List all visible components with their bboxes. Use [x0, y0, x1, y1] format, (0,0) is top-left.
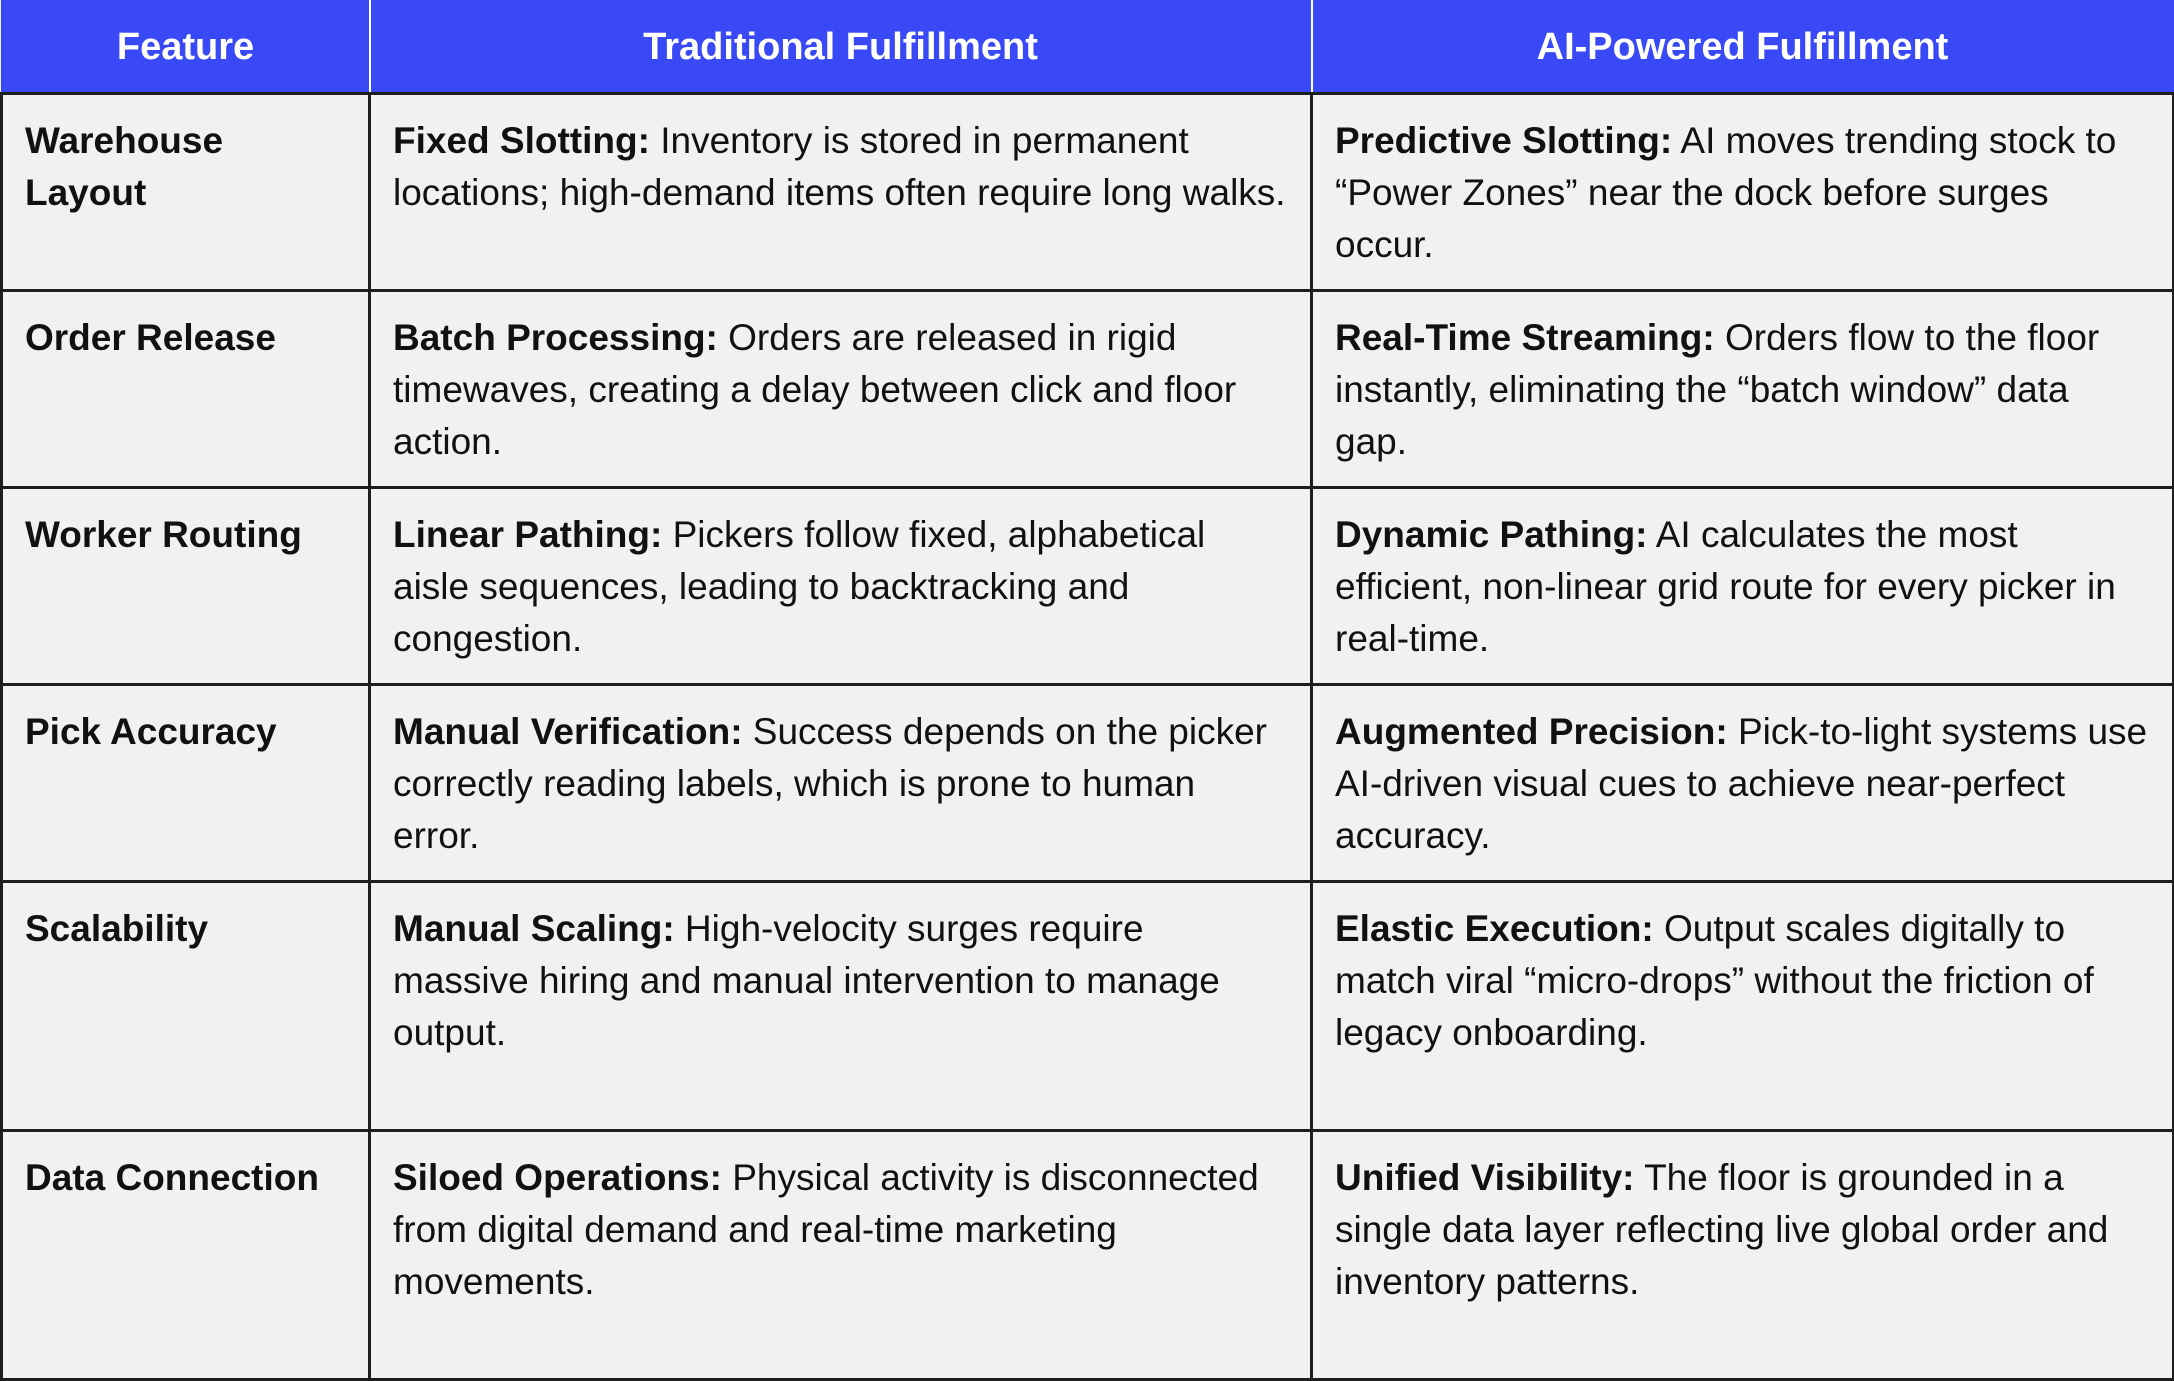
- ai-term: Dynamic Pathing:: [1335, 514, 1648, 555]
- ai-cell: [1312, 488, 2174, 685]
- ai-term: Real-Time Streaming:: [1335, 317, 1715, 358]
- traditional-description: Orders are released in rigid timewaves, creating a delay between click and floor action.: [393, 317, 1237, 462]
- table-row: [2, 291, 2174, 488]
- traditional-term: Batch Processing:: [393, 317, 718, 358]
- header-row: [2, 1, 2174, 94]
- traditional-cell: [370, 882, 1312, 1131]
- ai-cell: [1312, 291, 2174, 488]
- ai-cell: [1312, 882, 2174, 1131]
- ai-description: AI calculates the most efficient, non-linear grid route for every picker in real-time.: [1335, 514, 2116, 659]
- table-row: [2, 1131, 2174, 1380]
- traditional-term: Manual Scaling:: [393, 908, 675, 949]
- traditional-description: Success depends on the picker correctly reading labels, which is prone to human error.: [393, 711, 1268, 856]
- feature-cell: Order Release: [2, 291, 370, 488]
- traditional-term: Manual Verification:: [393, 711, 743, 752]
- traditional-cell: [370, 291, 1312, 488]
- table-body: [2, 94, 2174, 1380]
- ai-description: Pick-to-light systems use AI-driven visual cues to achieve near-perfect accuracy.: [1335, 711, 2148, 856]
- traditional-cell: [370, 488, 1312, 685]
- header-feature: Feature: [2, 1, 370, 94]
- ai-cell: [1312, 685, 2174, 882]
- ai-description: Output scales digitally to match viral “micro-drops” without the friction of legacy onboarding.: [1335, 908, 2094, 1053]
- ai-term: Predictive Slotting:: [1335, 120, 1673, 161]
- traditional-cell: [370, 1131, 1312, 1380]
- ai-cell: [1312, 94, 2174, 291]
- traditional-term: Fixed Slotting:: [393, 120, 650, 161]
- header-ai-powered-fulfillment: AI-Powered Fulfillment: [1312, 1, 2174, 94]
- ai-cell: [1312, 1131, 2174, 1380]
- table-header: [2, 1, 2174, 94]
- table-row: [2, 94, 2174, 291]
- traditional-cell: [370, 685, 1312, 882]
- feature-cell: Worker Routing: [2, 488, 370, 685]
- feature-cell: Warehouse Layout: [2, 94, 370, 291]
- ai-term: Unified Visibility:: [1335, 1157, 1635, 1198]
- ai-term: Augmented Precision:: [1335, 711, 1728, 752]
- feature-cell: Pick Accuracy: [2, 685, 370, 882]
- ai-description: AI moves trending stock to “Power Zones” near the dock before surges occur.: [1335, 120, 2117, 265]
- traditional-term: Linear Pathing:: [393, 514, 663, 555]
- traditional-description: High-velocity surges require massive hiring and manual intervention to manage output.: [393, 908, 1220, 1053]
- traditional-cell: [370, 94, 1312, 291]
- feature-cell: Data Connection: [2, 1131, 370, 1380]
- table-row: [2, 488, 2174, 685]
- ai-description: The floor is grounded in a single data layer reflecting live global order and inventory patterns.: [1335, 1157, 2109, 1302]
- table-row: [2, 685, 2174, 882]
- header-traditional-fulfillment: Traditional Fulfillment: [370, 1, 1312, 94]
- traditional-term: Siloed Operations:: [393, 1157, 722, 1198]
- ai-term: Elastic Execution:: [1335, 908, 1654, 949]
- traditional-description: Physical activity is disconnected from digital demand and real-time marketing movements.: [393, 1157, 1259, 1302]
- ai-description: Orders flow to the floor instantly, eliminating the “batch window” data gap.: [1335, 317, 2100, 462]
- feature-cell: Scalability: [2, 882, 370, 1131]
- traditional-description: Pickers follow fixed, alphabetical aisle sequences, leading to backtracking and congestion.: [393, 514, 1206, 659]
- table-row: [2, 882, 2174, 1131]
- traditional-description: Inventory is stored in permanent locations; high-demand items often require long walks.: [393, 120, 1286, 213]
